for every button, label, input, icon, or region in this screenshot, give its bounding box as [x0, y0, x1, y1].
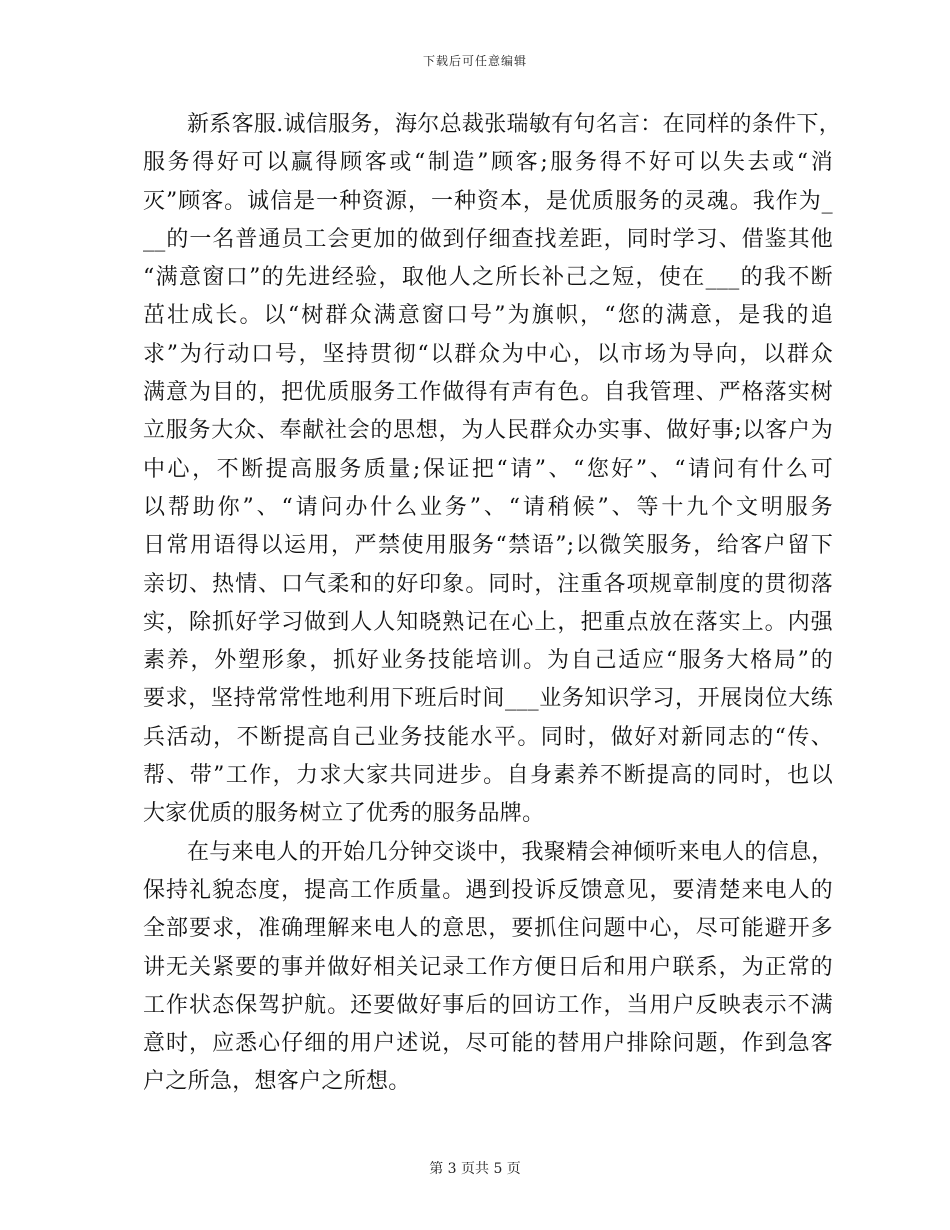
text-line: 在与来电人的开始几分钟交谈中，我聚精会神倾听来电人的信息，	[187, 839, 834, 865]
page-number: 第 3 页共 5 页	[429, 1161, 521, 1177]
text-line: 讲无关紧要的事并做好相关记录工作方便日后和用户联系，为正常的	[143, 954, 833, 980]
text-line: 帮、带”工作，力求大家共同进步。自身素养不断提高的同时，也以	[143, 763, 833, 789]
text-line: 茁壮成长。以“树群众满意窗口号”为旗帜，“您的满意，是我的追	[143, 303, 833, 329]
text-line: 保持礼貌态度，提高工作质量。遇到投诉反馈意见，要清楚来电人的	[143, 877, 833, 903]
text-line: 新系客服.诚信服务，海尔总裁张瑞敏有句名言：在同样的条件下，	[187, 112, 841, 137]
text-line: 日常用语得以运用，严禁使用服务“禁语”;以微笑服务，给客户留下	[143, 533, 833, 559]
text-line: 立服务大众、奉献社会的思想，为人民群众办实事、做好事;以客户为	[143, 418, 833, 444]
text-line: 亲切、热情、口气柔和的好印象。同时，注重各项规章制度的贯彻落	[143, 571, 833, 597]
text-line: 全部要求，准确理解来电人的意思，要抓住问题中心，尽可能避开多	[143, 916, 833, 942]
text-line: 求”为行动口号，坚持贯彻“以群众为中心，以市场为导向，以群众	[143, 341, 833, 367]
text-line: 工作状态保驾护航。还要做好事后的回访工作，当用户反映表示不满	[143, 992, 833, 1018]
text-line: 要求，坚持常常性地利用下班后时间___业务知识学习，开展岗位大练	[143, 686, 833, 712]
text-line: 中心，不断提高服务质量;保证把“请”、“您好”、“请问有什么可	[143, 456, 833, 482]
text-line: 户之所急，想客户之所想。	[143, 1069, 411, 1095]
text-line: 实，除抓好学习做到人人知晓熟记在心上，把重点放在落实上。内强	[143, 609, 833, 635]
page-header: 下载后可任意编辑	[422, 54, 527, 68]
text-line: __的一名普通员工会更加的做到仔细查找差距，同时学习、借鉴其他	[143, 226, 833, 252]
paragraph-2	[143, 834, 833, 1102]
paragraph-1	[143, 106, 841, 834]
text-line: 满意为目的，把优质服务工作做得有声有色。自我管理、严格落实树	[143, 380, 833, 406]
text-line: 以帮助你”、“请问办什么业务”、“请稍候”、等十九个文明服务	[143, 494, 833, 520]
text-line: “满意窗口”的先进经验，取他人之所长补己之短，使在___的我不断	[143, 265, 833, 291]
document-body	[143, 106, 841, 1102]
text-line: 服务得好可以赢得顾客或“制造”顾客;服务得不好可以失去或“消	[143, 150, 833, 176]
text-line: 灭”顾客。诚信是一种资源，一种资本，是优质服务的灵魂。我作为_	[143, 188, 833, 214]
text-line: 意时，应悉心仔细的用户述说，尽可能的替用户排除问题，作到急客	[143, 1031, 833, 1057]
text-line: 素养，外塑形象，抓好业务技能培训。为自己适应“服务大格局”的	[143, 648, 833, 674]
text-line: 兵活动，不断提高自己业务技能水平。同时，做好对新同志的“传、	[143, 724, 833, 750]
text-line: 大家优质的服务树立了优秀的服务品牌。	[143, 801, 545, 827]
